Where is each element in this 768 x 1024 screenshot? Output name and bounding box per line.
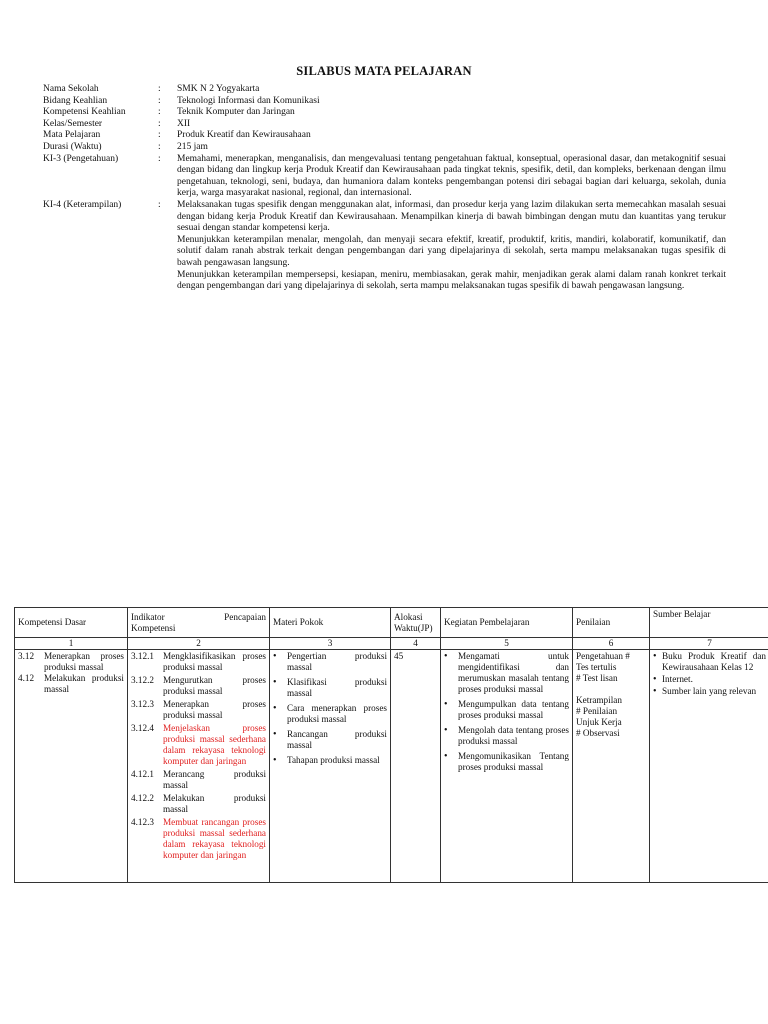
kd-text: Menerapkan proses produksi massal: [44, 651, 124, 672]
bullet-icon: •: [653, 686, 657, 697]
kegiatan-list: [444, 651, 569, 773]
table-header-row: [15, 608, 768, 638]
ki4-paragraph: Menunjukkan keterampilan mempersepsi, kesiapan, meniru, membiasakan, gerak mahir, menjadikan gerak alami dalam ranah konkret terkait dengan pengembangan dari yang dipelajarinya di sekolah, serta mampu melaksanakan tugas spesifik di bawah pengawasan langsung.: [177, 269, 726, 292]
header-alokasi-waktu: Alokasi Waktu(JP): [391, 608, 441, 638]
indikator-item: [131, 723, 266, 767]
sumber-text: Sumber lain yang relevan: [662, 686, 757, 696]
info-row-kompetensi-keahlian: [43, 107, 726, 119]
indikator-number: 3.12.1: [131, 651, 154, 661]
table-number-row: [15, 638, 768, 650]
indikator-number: 3.12.4: [131, 723, 154, 733]
kd-item: [18, 651, 124, 673]
page-title: SILABUS MATA PELAJARAN: [296, 64, 472, 78]
indikator-text: Melakukan produksi massal: [163, 793, 266, 814]
course-info: [43, 84, 726, 293]
info-colon: :: [158, 107, 161, 118]
info-key: Kompetensi Keahlian: [43, 107, 126, 118]
info-value: XII: [177, 118, 191, 129]
materi-text: Rancangan produksi massal: [287, 729, 387, 750]
list-item: [273, 677, 387, 699]
bullet-icon: •: [273, 729, 277, 740]
list-item: [444, 651, 569, 695]
indikator-number: 4.12.2: [131, 793, 154, 803]
list-item: [273, 729, 387, 751]
bullet-icon: •: [444, 651, 448, 662]
header-sumber-belajar: Sumber Belajar: [650, 608, 768, 638]
bullet-icon: •: [444, 725, 448, 736]
ki4-paragraph: Melaksanakan tugas spesifik dengan menggunakan alat, informasi, dan prosedur kerja yang lazim dilakukan serta memecahkan masalah sesuai dengan bidang kerja Produk Kreatif dan Kewirausahaan. Menampilkan kinerja di bawah bimbingan dengan mutu dan kuantitas yang terukur sesuai dengan standar kompetensi kerja.: [177, 199, 726, 234]
header-indikator: [128, 608, 270, 638]
info-key: KI-4 (Keterampilan): [43, 199, 122, 210]
info-row-bidang-keahlian: [43, 96, 726, 108]
list-item: [273, 651, 387, 673]
column-number: 1: [15, 638, 128, 650]
info-colon: :: [158, 118, 161, 129]
column-number: 7: [650, 638, 768, 650]
indikator-item: [131, 817, 266, 861]
indikator-text: Mengurutkan proses produksi massal: [163, 675, 266, 696]
info-key: KI-3 (Pengetahuan): [43, 153, 119, 164]
info-colon: :: [158, 84, 161, 94]
indikator-item: [131, 651, 266, 673]
cell-kegiatan-pembelajaran: [441, 650, 573, 883]
kegiatan-text: Mengumpulkan data tentang proses produksi massal: [458, 699, 569, 720]
info-key: Kelas/Semester: [43, 118, 103, 129]
kd-number: 4.12: [18, 673, 35, 683]
indikator-text: Merancang produksi massal: [163, 769, 266, 790]
indikator-item: [131, 699, 266, 721]
penilaian-line: Tes tertulis: [576, 662, 617, 672]
header-pencapaian-word: Pencapaian: [224, 611, 266, 622]
cell-penilaian: [573, 650, 650, 883]
syllabus-table: [14, 607, 768, 883]
indikator-text-highlighted: Membuat rancangan proses produksi massal sederhana dalam rekayasa teknologi komputer dan jaringan: [163, 817, 266, 860]
column-number: 3: [270, 638, 391, 650]
kegiatan-text: Mengomunikasikan Tentang proses produksi massal: [458, 751, 569, 772]
spacer: [576, 684, 646, 695]
header-kompetensi-word: Kompetensi: [131, 622, 176, 633]
penilaian-line: # Penilaian: [576, 706, 618, 716]
cell-sumber-belajar: [650, 650, 768, 883]
indikator-number: 3.12.3: [131, 699, 154, 709]
cell-kompetensi-dasar: [15, 650, 128, 883]
info-value: 215 jam: [177, 141, 208, 152]
kd-item: [18, 673, 124, 695]
column-number: 6: [573, 638, 650, 650]
list-item: [444, 699, 569, 721]
info-colon: :: [158, 141, 161, 152]
indikator-text-highlighted: Menjelaskan proses produksi massal sederhana dalam rekayasa teknologi komputer dan jaringan: [163, 723, 266, 766]
sumber-text: Buku Produk Kreatif dan Kewirausahaan Kelas 12: [662, 651, 766, 672]
info-row-mata-pelajaran: [43, 130, 726, 142]
info-colon: :: [158, 199, 161, 210]
column-number: 5: [441, 638, 573, 650]
header-penilaian: Penilaian: [573, 608, 650, 638]
info-key: Nama Sekolah: [43, 84, 99, 94]
info-value: Teknologi Informasi dan Komunikasi: [177, 95, 320, 106]
sumber-text: Internet.: [662, 674, 693, 684]
info-key: Durasi (Waktu): [43, 141, 102, 152]
info-value: Teknik Komputer dan Jaringan: [177, 107, 295, 118]
list-item: [653, 674, 766, 685]
column-number: 4: [391, 638, 441, 650]
bullet-icon: •: [273, 703, 277, 714]
penilaian-line: Unjuk Kerja: [576, 717, 622, 727]
cell-alokasi-waktu: 45: [391, 650, 441, 883]
bullet-icon: •: [653, 674, 657, 685]
info-colon: :: [158, 130, 161, 141]
list-item: [444, 751, 569, 773]
bullet-icon: •: [273, 651, 277, 662]
indikator-item: [131, 793, 266, 815]
info-row-durasi: [43, 142, 726, 154]
sumber-list: [653, 651, 766, 697]
list-item: [273, 755, 387, 766]
column-number: 2: [128, 638, 270, 650]
penilaian-line: Pengetahuan #: [576, 651, 630, 661]
list-item: [444, 725, 569, 747]
penilaian-line: # Observasi: [576, 728, 620, 738]
indikator-number: 4.12.1: [131, 769, 154, 779]
indikator-item: [131, 769, 266, 791]
header-indikator-word: Indikator: [131, 611, 165, 622]
info-key: Bidang Keahlian: [43, 95, 108, 106]
list-item: [273, 703, 387, 725]
header-materi-pokok: Materi Pokok: [270, 608, 391, 638]
indikator-text: Mengklasifikasikan proses produksi massal: [163, 651, 266, 672]
cell-materi-pokok: [270, 650, 391, 883]
info-colon: :: [158, 95, 161, 106]
info-key: Mata Pelajaran: [43, 130, 101, 141]
indikator-item: [131, 675, 266, 697]
kd-number: 3.12: [18, 651, 35, 661]
materi-text: Cara menerapkan proses produksi massal: [287, 703, 387, 724]
materi-text: Tahapan produksi massal: [287, 755, 380, 765]
penilaian-line: # Test lisan: [576, 673, 618, 683]
indikator-number: 4.12.3: [131, 817, 154, 827]
list-item: [653, 651, 766, 673]
materi-text: Pengertian produksi massal: [287, 651, 387, 672]
list-item: [653, 686, 766, 697]
info-value: [177, 200, 726, 293]
bullet-icon: •: [444, 699, 448, 710]
kegiatan-text: Mengolah data tentang proses produksi massal: [458, 725, 569, 746]
info-value: SMK N 2 Yogyakarta: [177, 84, 260, 94]
info-row-nama-sekolah: [43, 84, 726, 96]
header-kompetensi-dasar: Kompetensi Dasar: [15, 608, 128, 638]
indikator-text: Menerapkan proses produksi massal: [163, 699, 266, 720]
bullet-icon: •: [653, 651, 657, 662]
info-value: Memahami, menerapkan, menganalisis, dan mengevaluasi tentang pengetahuan faktual, konseptual, operasional dasar, dan metakognitif sesuai dengan bidang dan lingkup kerja Produk Kreatif dan Kewirausahaan pada tingkat teknis, spesifik, detil, dan kompleks, berkenaan dengan ilmu pengetahuan, teknologi, seni, budaya, dan humaniora dalam konteks pengembangan potensi diri sebagai bagian dari keluarga, sekolah, dunia kerja, warga masyarakat nasional, regional, dan internasional.: [177, 153, 726, 199]
materi-text: Klasifikasi produksi massal: [287, 677, 387, 698]
kd-text: Melakukan produksi massal: [44, 673, 124, 694]
ki4-paragraph: Menunjukkan keterampilan menalar, mengolah, dan menyaji secara efektif, kreatif, produktif, kritis, mandiri, kolaboratif, komunikatif, dan solutif dalam ranah abstrak terkait dengan pengembangan dari yang dipelajarinya di sekolah, serta mampu melaksanakan tugas spesifik di bawah pengawasan langsung.: [177, 234, 726, 268]
info-row-kelas-semester: [43, 119, 726, 131]
info-colon: :: [158, 153, 161, 164]
kegiatan-text: Mengamati untuk mengidentifikasi dan merumuskan masalah tentang proses produksi massal: [458, 651, 569, 694]
cell-indikator: [128, 650, 270, 883]
info-row-ki3: [43, 154, 726, 200]
penilaian-line: Ketrampilan: [576, 695, 622, 705]
materi-list: [273, 651, 387, 766]
bullet-icon: •: [444, 751, 448, 762]
table-row: [15, 650, 768, 883]
info-row-ki4: [43, 200, 726, 293]
header-kegiatan-pembelajaran: Kegiatan Pembelajaran: [441, 608, 573, 638]
info-value: Produk Kreatif dan Kewirausahaan: [177, 130, 311, 141]
bullet-icon: •: [273, 755, 277, 766]
indikator-number: 3.12.2: [131, 675, 154, 685]
bullet-icon: •: [273, 677, 277, 688]
